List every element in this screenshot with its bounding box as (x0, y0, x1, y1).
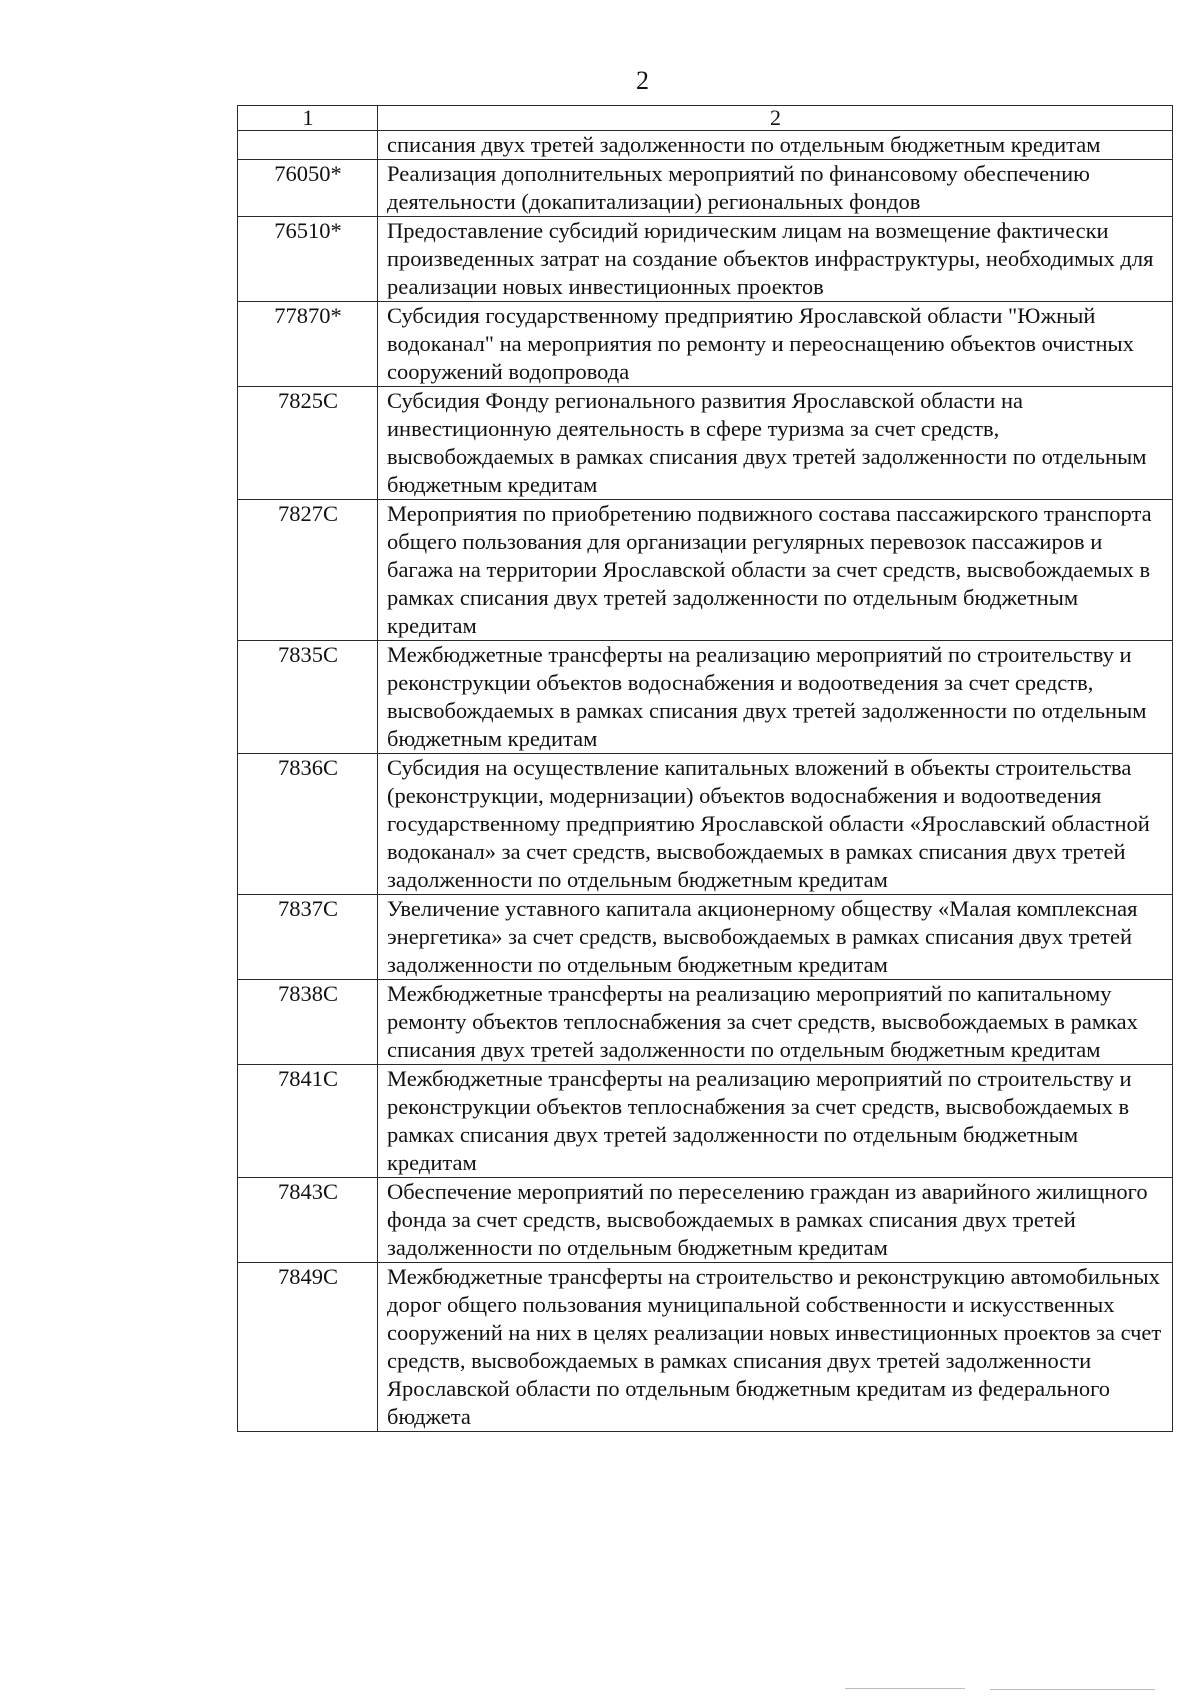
budget-codes-table (237, 105, 1173, 1432)
row-code: 7825С (238, 387, 378, 500)
row-description: Субсидия на осуществление капитальных вложений в объекты строительства (реконструкции, модернизации) объектов водоснабжения и водоотведения государственному предприятию Ярославской области «Ярославский областной водоканал» за счет средств, высвобождаемых в рамках списания двух третей задолженности по отдельным бюджетным кредитам (378, 754, 1173, 895)
table-row (238, 217, 1173, 302)
header-cell-2: 2 (378, 106, 1173, 131)
page-number (0, 66, 1200, 96)
page-number-text: 2 (636, 66, 649, 95)
table-row (238, 895, 1173, 980)
table-row (238, 160, 1173, 217)
row-description: Реализация дополнительных мероприятий по финансовому обеспечению деятельности (докапитализации) региональных фондов (378, 160, 1173, 217)
row-code: 7835С (238, 641, 378, 754)
row-description: списания двух третей задолженности по отдельным бюджетным кредитам (378, 131, 1173, 160)
row-description: Субсидия государственному предприятию Ярославской области "Южный водоканал" на мероприятия по ремонту и переоснащению объектов очистных сооружений водопровода (378, 302, 1173, 387)
table-row (238, 754, 1173, 895)
scan-artifact-line (990, 1689, 1155, 1690)
scan-artifact-line (845, 1688, 965, 1689)
row-description: Обеспечение мероприятий по переселению граждан из аварийного жилищного фонда за счет средств, высвобождаемых в рамках списания двух третей задолженности по отдельным бюджетным кредитам (378, 1178, 1173, 1263)
table-row (238, 1065, 1173, 1178)
row-description: Межбюджетные трансферты на реализацию мероприятий по строительству и реконструкции объектов теплоснабжения за счет средств, высвобождаемых в рамках списания двух третей задолженности по отдельным бюджетным кредитам (378, 1065, 1173, 1178)
table-row (238, 980, 1173, 1065)
row-code: 7841С (238, 1065, 378, 1178)
row-description: Межбюджетные трансферты на реализацию мероприятий по капитальному ремонту объектов теплоснабжения за счет средств, высвобождаемых в рамках списания двух третей задолженности по отдельным бюджетным кредитам (378, 980, 1173, 1065)
row-code: 7838С (238, 980, 378, 1065)
row-code: 7837С (238, 895, 378, 980)
row-code: 77870* (238, 302, 378, 387)
row-description: Субсидия Фонду регионального развития Ярославской области на инвестиционную деятельность в сфере туризма за счет средств, высвобождаемых в рамках списания двух третей задолженности по отдельным бюджетным кредитам (378, 387, 1173, 500)
row-code: 7836С (238, 754, 378, 895)
row-description: Межбюджетные трансферты на строительство и реконструкцию автомобильных дорог общего пользования муниципальной собственности и искусственных сооружений на них в целях реализации новых инвестиционных проектов за счет средств, высвобождаемых в рамках списания двух третей задолженности Ярославской области по отдельным бюджетным кредитам из федерального бюджета (378, 1263, 1173, 1432)
row-code: 76510* (238, 217, 378, 302)
row-code (238, 131, 378, 160)
table-header-row (238, 106, 1173, 131)
table-row (238, 641, 1173, 754)
row-code: 7849С (238, 1263, 378, 1432)
table-row (238, 500, 1173, 641)
table-body (238, 106, 1173, 1432)
table-row (238, 1263, 1173, 1432)
row-code: 7827С (238, 500, 378, 641)
table-row (238, 387, 1173, 500)
table-row (238, 302, 1173, 387)
row-description: Мероприятия по приобретению подвижного состава пассажирского транспорта общего пользования для организации регулярных перевозок пассажиров и багажа на территории Ярославской области за счет средств, высвобождаемых в рамках списания двух третей задолженности по отдельным бюджетным кредитам (378, 500, 1173, 641)
row-code: 76050* (238, 160, 378, 217)
table-row (238, 131, 1173, 160)
row-code: 7843С (238, 1178, 378, 1263)
row-description: Предоставление субсидий юридическим лицам на возмещение фактически произведенных затрат на создание объектов инфраструктуры, необходимых для реализации новых инвестиционных проектов (378, 217, 1173, 302)
row-description: Межбюджетные трансферты на реализацию мероприятий по строительству и реконструкции объектов водоснабжения и водоотведения за счет средств, высвобождаемых в рамках списания двух третей задолженности по отдельным бюджетным кредитам (378, 641, 1173, 754)
header-cell-1: 1 (238, 106, 378, 131)
table-row (238, 1178, 1173, 1263)
row-description: Увеличение уставного капитала акционерному обществу «Малая комплексная энергетика» за счет средств, высвобождаемых в рамках списания двух третей задолженности по отдельным бюджетным кредитам (378, 895, 1173, 980)
